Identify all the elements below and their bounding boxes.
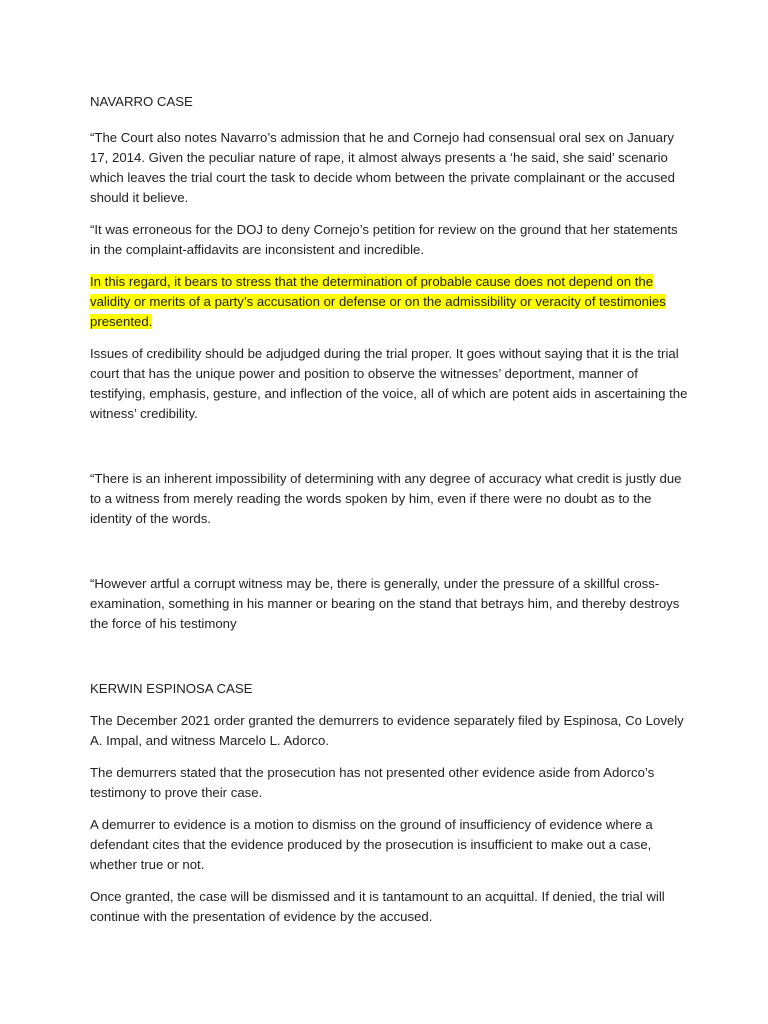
paragraph-demurrers-stated: The demurrers stated that the prosecution has not presented other evidence aside from Adorco’s testimony to prove their case.: [90, 765, 655, 800]
paragraph-credibility-issues: Issues of credibility should be adjudged during the trial proper. It goes without saying that it is the trial court that has the unique power and position to observe the witnesses’ deportment, manner of testifying, emphasis, gesture, and inflection of the voice, all of which are potent aids in ascertaining the witness’ credibility.: [90, 346, 688, 421]
paragraph-december-order: The December 2021 order granted the demurrers to evidence separately filed by Espinosa, Co Lovely A. Impal, and witness Marcelo L. Adorco.: [90, 713, 684, 748]
paragraph-corrupt-witness: “However artful a corrupt witness may be, there is generally, under the pressure of a skillful cross-examination, something in his manner or bearing on the stand that betrays him, and thereby destroys the force of his testimony: [90, 576, 680, 631]
section-heading-espinosa: KERWIN ESPINOSA CASE: [90, 681, 253, 696]
highlighted-text: In this regard, it bears to stress that the determination of probable cause does not depend on the validity or merits of a party’s accusation or defense or on the admissibility or veracity of testimonies presented.: [90, 274, 666, 329]
document-content: [90, 92, 690, 927]
paragraph-inherent-impossibility: “There is an inherent impossibility of determining with any degree of accuracy what credit is justly due to a witness from merely reading the words spoken by him, even if there were no doubt as to the identity of the words.: [90, 471, 682, 526]
paragraph-doj-erroneous: “It was erroneous for the DOJ to deny Cornejo’s petition for review on the ground that her statements in the complaint-affidavits are inconsistent and incredible.: [90, 222, 678, 257]
section-heading-navarro: NAVARRO CASE: [90, 94, 193, 109]
paragraph-once-granted: Once granted, the case will be dismissed and it is tantamount to an acquittal. If denied, the trial will continue with the presentation of evidence by the accused.: [90, 889, 665, 924]
highlighted-paragraph-probable-cause: [90, 272, 690, 332]
paragraph-demurrer-definition: A demurrer to evidence is a motion to dismiss on the ground of insufficiency of evidence where a defendant cites that the evidence produced by the prosecution is insufficient to make out a case, whether true or not.: [90, 817, 653, 872]
paragraph-navarro-admission: “The Court also notes Navarro’s admission that he and Cornejo had consensual oral sex on January 17, 2014. Given the peculiar nature of rape, it almost always presents a ‘he said, she said’ scenario which leaves the trial court the task to decide whom between the private complainant or the accused should it believe.: [90, 130, 675, 205]
